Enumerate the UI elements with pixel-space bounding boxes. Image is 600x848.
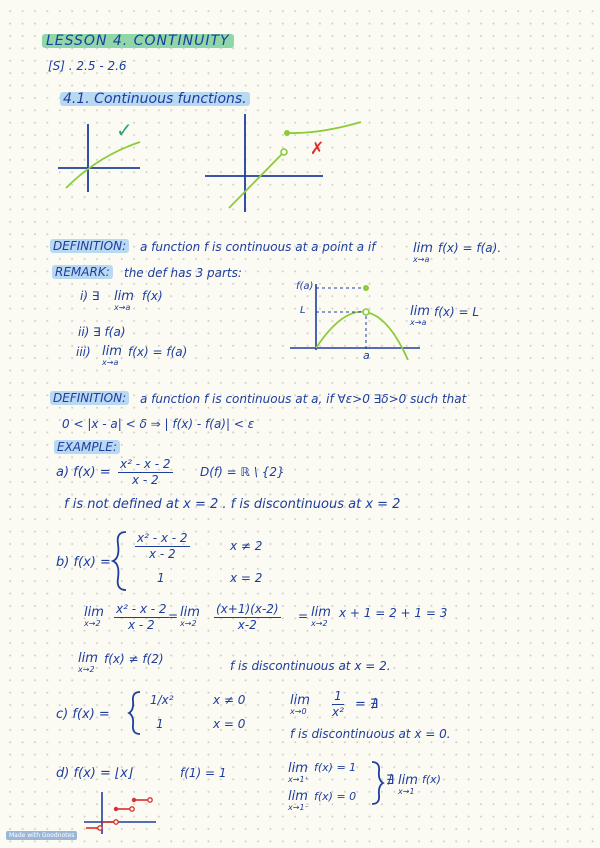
example-b-case-1-cond: x ≠ 2 — [230, 539, 263, 553]
example-d-brace — [370, 760, 384, 806]
example-a-domain: D(f) = ℝ \ {2} — [200, 465, 285, 479]
example-c-case-2-val: 1 — [156, 717, 164, 731]
remark-part-2: ii) ∃ f(a) — [78, 325, 126, 339]
remark-part-1-limit: lim x→a — [114, 289, 134, 312]
example-d-not-exists: ∄ — [386, 773, 395, 788]
example-c-prefix: c) f(x) = — [56, 707, 110, 722]
example-d-limit-1-tail: f(x) = 1 — [314, 761, 357, 774]
remark-part-3: iii) — [76, 345, 91, 359]
example-b-fraction-1: $\frac{\text{x² - x - 2}}{x - 2}$ — [116, 602, 167, 632]
remark-graph-limit-tail: f(x) = L — [434, 305, 480, 319]
example-c-result: = ∄ — [355, 697, 379, 712]
remark-part-3-tail: f(x) = f(a) — [128, 345, 188, 359]
example-b-limit-3: lim x→2 — [311, 605, 331, 628]
example-b-limit-4: lim x→2 — [78, 651, 98, 674]
example-d-prefix: d) f(x) = ⌊x⌋ — [56, 766, 133, 781]
example-a-fraction: $\frac{\text{x² - x - 2}}{x - 2}$ — [120, 457, 171, 487]
definition-1-limit: lim x→a — [413, 241, 433, 264]
example-c-case-1-cond: x ≠ 0 — [213, 693, 246, 707]
definition-2-line-2: 0 < |x - a| < δ ⇒ | f(x) - f(a)| < ε — [62, 417, 255, 431]
example-b-line-2-conclusion: f is discontinuous at x = 2. — [230, 659, 391, 673]
discontinuous-graph — [205, 112, 375, 217]
example-c-brace — [128, 690, 142, 736]
definition-1-label: DEFINITION: — [50, 240, 129, 252]
remark-text: the def has 3 parts: — [124, 266, 242, 280]
remark-part-1: i) ∃ — [80, 289, 100, 303]
definition-2-label: DEFINITION: — [50, 392, 129, 404]
example-c-case-1-val: 1/x² — [150, 693, 174, 707]
remark-label: REMARK: — [52, 266, 113, 278]
footer-brand-badge: Made with Goodnotes — [6, 831, 77, 840]
example-b-prefix: b) f(x) = — [56, 555, 111, 570]
example-d-limit-3: lim x→1 — [398, 773, 418, 796]
lesson-title: LESSON 4. CONTINUITY — [42, 34, 234, 48]
example-b-case-2-cond: x = 2 — [230, 571, 263, 585]
section-heading: 4.1. Continuous functions. — [60, 92, 250, 106]
example-b-line-2-tail: f(x) ≠ f(2) — [104, 652, 164, 666]
cross-mark-icon: ✗ — [310, 139, 325, 159]
example-d-limit-2-tail: f(x) = 0 — [314, 790, 357, 803]
example-b-equals-1: = — [168, 609, 179, 623]
example-a-prefix: a) f(x) = — [56, 465, 111, 480]
example-b-limit-1: lim x→2 — [84, 605, 104, 628]
remark-graph-fa: f(a) — [296, 281, 314, 292]
remark-part-1-tail: f(x) — [142, 289, 163, 303]
example-c-fraction: $\frac{1}{\text{x²}}$ — [332, 689, 344, 719]
example-a-conclusion: f is not defined at x = 2 . f is discontinuous at x = 2 — [64, 497, 401, 512]
definition-1-tail: f(x) = f(a). — [438, 241, 502, 255]
example-b-equals-2: = — [298, 609, 309, 623]
example-c-conclusion: f is discontinuous at x = 0. — [290, 727, 451, 741]
definition-1-text: a function f is continuous at a point a if — [140, 240, 376, 254]
remark-graph — [290, 280, 430, 370]
example-b-brace — [112, 530, 128, 592]
example-b-fraction-2: $\frac{(x+1)(x-2)}{x-2}$ — [216, 602, 279, 632]
check-mark-icon: ✓ — [116, 118, 133, 142]
definition-2-text: a function f is continuous at a, if ∀ε>0 ∃δ>0 such that — [140, 392, 467, 406]
example-b-limit-2: lim x→2 — [180, 605, 200, 628]
example-d-limit-2: lim x→1⁻ — [288, 789, 309, 812]
example-d-f-of-1: f(1) = 1 — [180, 766, 227, 780]
remark-graph-limit: lim x→a — [410, 304, 430, 327]
remark-graph-a: a — [363, 349, 370, 362]
example-b-result: x + 1 = 2 + 1 = 3 — [339, 606, 448, 620]
example-d-limit-3-tail: f(x) — [422, 773, 441, 786]
reference: [S] . 2.5 - 2.6 — [48, 59, 127, 73]
example-b-case-1-fraction: $\frac{\text{x² - x - 2}}{x - 2}$ — [137, 531, 188, 561]
example-b-case-2-val: 1 — [157, 571, 165, 585]
remark-graph-L: L — [300, 305, 306, 316]
example-c-case-2-cond: x = 0 — [213, 717, 246, 731]
example-c-limit: lim x→0 — [290, 693, 310, 716]
remark-part-3-limit: lim x→a — [102, 344, 122, 367]
example-d-limit-1: lim x→1⁺ — [288, 761, 309, 784]
example-label: EXAMPLE: — [54, 441, 120, 453]
floor-function-graph — [84, 790, 164, 840]
